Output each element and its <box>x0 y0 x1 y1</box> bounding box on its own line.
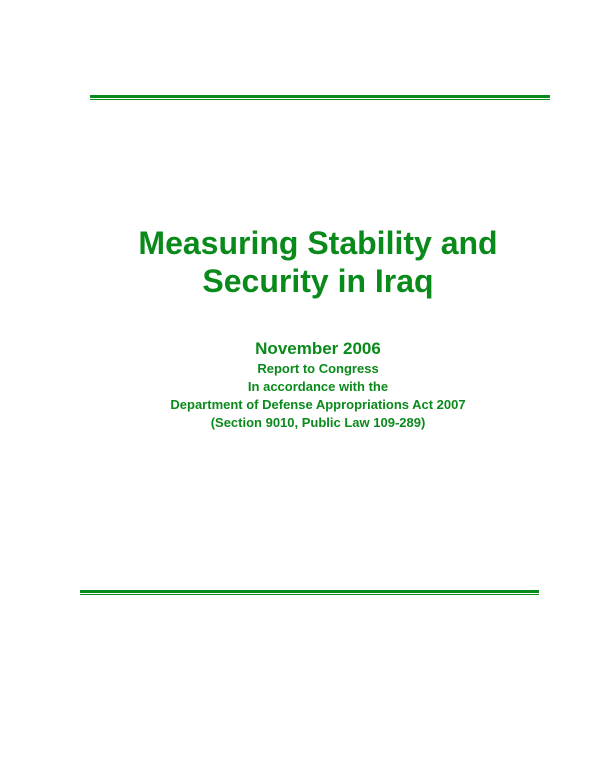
report-title-line-2: Security in Iraq <box>202 263 434 299</box>
report-type: Report to Congress <box>257 361 379 376</box>
bottom-divider-rule <box>80 590 539 595</box>
report-date: November 2006 <box>255 339 381 358</box>
top-divider-rule <box>90 95 550 100</box>
accordance-line: In accordance with the <box>247 379 389 394</box>
report-title-line-1: Measuring Stability and <box>138 225 498 261</box>
public-law-citation: (Section 9010, Public Law 109-289) <box>210 415 426 430</box>
appropriations-act-line: Department of Defense Appropriations Act 2007 <box>170 397 466 412</box>
